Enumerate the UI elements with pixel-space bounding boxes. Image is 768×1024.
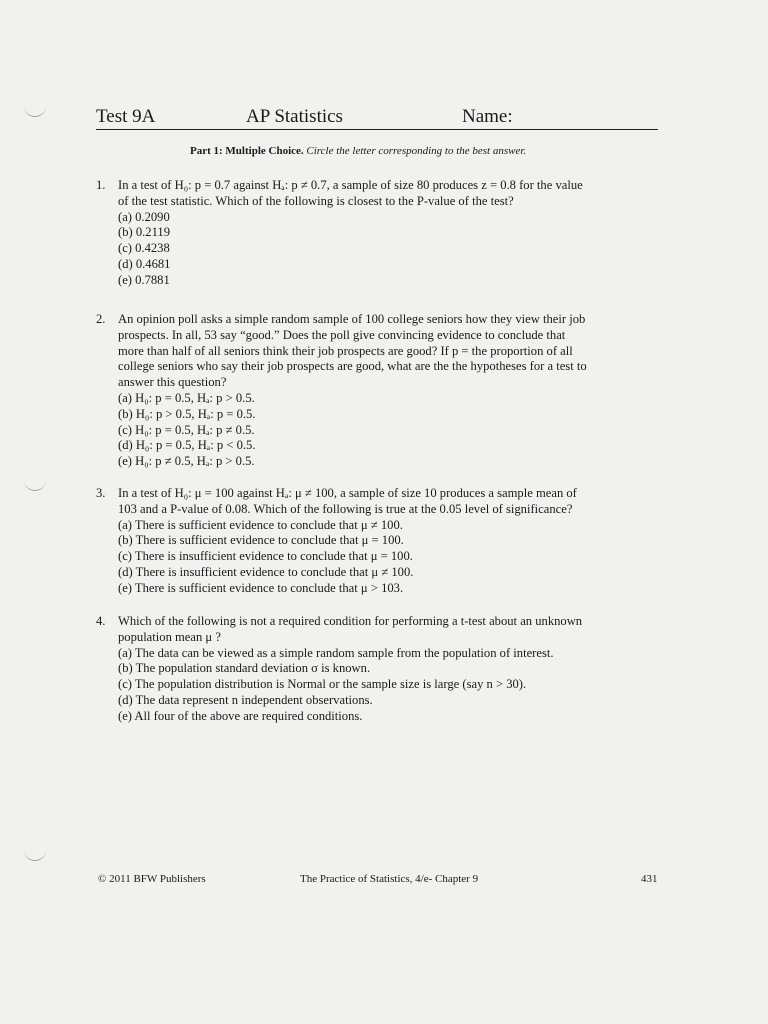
name-label: Name: [462,106,513,127]
question-number: 4. [96,614,106,628]
question-text-line: more than half of all seniors think their job prospects are good? If p = the proportion of all [118,343,573,358]
answer-choice[interactable]: (a) There is sufficient evidence to conclude that μ ≠ 100. [118,517,403,532]
question-text-line: prospects. In all, 53 say “good.” Does the poll give convincing evidence to conclude that [118,327,566,342]
page-number: 431 [641,873,658,885]
question-text-line: college seniors who say their job prospects are good, what are the the hypotheses for a test to [118,359,587,374]
part-instruction: Circle the letter corresponding to the best answer. [306,145,527,157]
question-3 [96,486,666,597]
question-4 [96,614,666,725]
answer-choice[interactable]: (b) 0.2119 [118,225,170,240]
answer-choice[interactable]: (d) 0.4681 [118,256,171,271]
question-1 [96,178,666,289]
subject-title: AP Statistics [246,106,343,127]
question-number: 1. [96,178,106,192]
question-text-line: population mean μ ? [118,629,221,644]
question-2 [96,312,666,470]
binder-hole [24,478,46,491]
binder-hole [24,848,46,861]
part-title: Part 1: Multiple Choice. [190,145,304,157]
answer-choice[interactable]: (c) There is insufficient evidence to conclude that μ = 100. [118,549,413,564]
question-text-line: answer this question? [118,375,227,390]
question-number: 2. [96,312,106,326]
test-label: Test 9A [96,106,156,127]
question-text-line: An opinion poll asks a simple random sample of 100 college seniors how they view their job [118,312,586,326]
header-rule [96,129,658,130]
answer-choice[interactable]: (a) The data can be viewed as a simple random sample from the population of interest. [118,645,554,660]
answer-choice[interactable]: (b) H₀: p > 0.5, Hₐ: p = 0.5. [118,406,256,421]
page-header [96,106,658,128]
answer-choice[interactable]: (e) All four of the above are required conditions. [118,708,363,723]
answer-choice[interactable]: (a) 0.2090 [118,209,170,224]
binder-hole [24,104,46,117]
answer-choice[interactable]: (d) The data represent n independent observations. [118,692,373,707]
answer-choice[interactable]: (d) There is insufficient evidence to conclude that μ ≠ 100. [118,564,414,579]
question-text-line: Which of the following is not a required condition for performing a t-test about an unknown [118,614,583,628]
answer-choice[interactable]: (c) H₀: p = 0.5, Hₐ: p ≠ 0.5. [118,422,255,437]
question-text-line: of the test statistic. Which of the following is closest to the P-value of the test? [118,193,514,208]
footer-copyright: © 2011 BFW Publishers [98,873,206,885]
footer-book-title: The Practice of Statistics, 4/e- Chapter 9 [300,873,479,885]
answer-choice[interactable]: (d) H₀: p = 0.5, Hₐ: p < 0.5. [118,438,256,453]
answer-choice[interactable]: (e) 0.7881 [118,272,170,287]
answer-choice[interactable]: (c) The population distribution is Normal or the sample size is large (say n > 30). [118,677,527,692]
answer-choice[interactable]: (e) H₀: p ≠ 0.5, Hₐ: p > 0.5. [118,454,255,469]
answer-choice[interactable]: (e) There is sufficient evidence to conclude that μ > 103. [118,580,404,595]
question-text-line: In a test of H₀: μ = 100 against Hₐ: μ ≠ 100, a sample of size 10 produces a sample mean of [118,486,577,500]
question-text-line: 103 and a P-value of 0.08. Which of the following is true at the 0.05 level of significance? [118,501,573,516]
answer-choice[interactable]: (a) H₀: p = 0.5, Hₐ: p > 0.5. [118,390,255,405]
question-number: 3. [96,486,106,500]
part-heading [190,144,526,158]
answer-choice[interactable]: (b) The population standard deviation σ is known. [118,661,371,676]
answer-choice[interactable]: (b) There is sufficient evidence to conclude that μ = 100. [118,533,404,548]
answer-choice[interactable]: (c) 0.4238 [118,241,170,256]
question-text-line: In a test of H₀: p = 0.7 against Hₐ: p ≠ 0.7, a sample of size 80 produces z = 0.8 for the value [118,178,583,192]
